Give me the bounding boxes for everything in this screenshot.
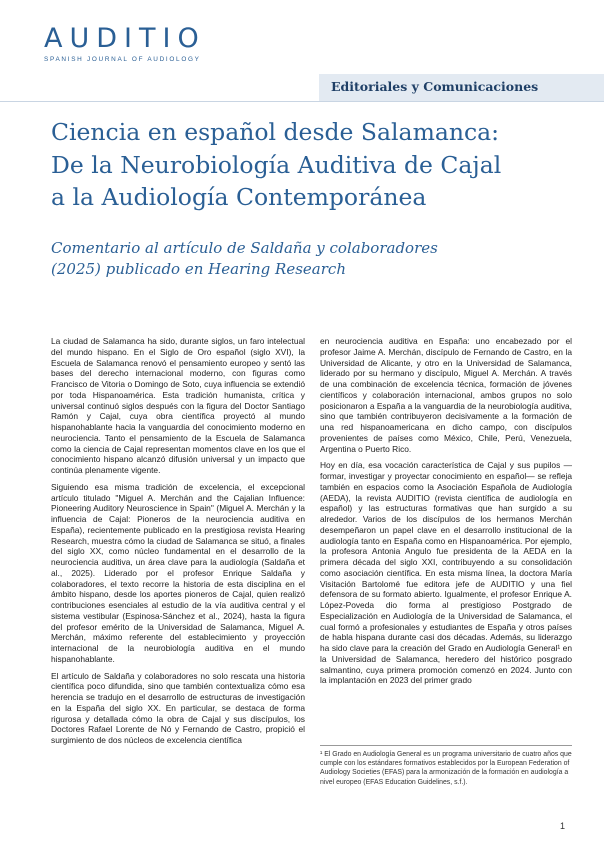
- article-subtitle: [51, 238, 571, 280]
- footnote-divider: [320, 745, 572, 746]
- body-column-left: [51, 336, 305, 752]
- paragraph: Hoy en día, esa vocación característica de Cajal y sus pupilos —formar, investigar y proyectar conocimiento en español— se refleja también en espacios como la Asociación Española de Audiología (AEDA), la revista AUDITIO (revista científica de audiología en español) y las estructuras formativas que han surgido a su alrededor. Varios de los discípulos de los hermanos Merchán desempeñaron un papel clave en el desarrollo institucional de la audiología tanto en España como en Hispanoamérica. Por ejemplo, la profesora Antonia Angulo fue presidenta de la AEDA en la primera década del siglo XXI, contribuyendo a su consolidación como asociación científica. En esta misma línea, la doctora María Visitación Bartolomé fue editora jefe de AUDITIO y una fiel defensora de su formato abierto. Igualmente, el profesor Enrique A. López-Poveda dio forma al prestigioso Postgrado de Especialización en Audiología de la Universidad de Salamanca, el cual formó a profesionales y estudiantes de España y otros países de habla hispana durante casi dos décadas. Además, su liderazgo ha sido clave para la creación del Grado en Audiología General¹ en la Universidad de Salamanca, heredero del histórico posgrado salmantino, cuya primera promoción comenzó en 2024. Junto con la implantación en 2023 del primer grado: [320, 460, 572, 686]
- body-column-right: [320, 336, 572, 692]
- logo-subtitle: SPANISH JOURNAL OF AUDIOLOGY: [44, 56, 201, 63]
- title-line-2: De la Neurobiología Auditiva de Cajal: [51, 150, 502, 179]
- logo-text: AUDITIO: [44, 23, 206, 54]
- title-line-3: a la Audiología Contemporánea: [51, 183, 427, 211]
- subtitle-line-1: Comentario al artículo de Saldaña y colaboradores: [51, 239, 438, 257]
- journal-logo: [44, 25, 206, 63]
- section-label: Editoriales y Comunicaciones: [331, 79, 539, 94]
- section-banner: [319, 74, 604, 101]
- logo-wordmark: [44, 25, 206, 53]
- page-number: 1: [560, 821, 566, 831]
- article-title: [51, 116, 581, 214]
- footnote: ¹ El Grado en Audiología General es un programa universitario de cuatro años que cumple con los estándares formativos establecidos por la European Federation of Audiology Societies (EFAS) para la armonización de la formación en audiología a nivel europeo (EFAS Education Guidelines, s.f.).: [320, 751, 572, 786]
- subtitle-line-2: (2025) publicado en Hearing Research: [51, 260, 346, 278]
- title-line-1: Ciencia en español desde Salamanca:: [51, 118, 500, 146]
- paragraph: El artículo de Saldaña y colaboradores no solo rescata una historia científica poco difundida, sino que también contextualiza cómo esa herencia se tradujo en el desarrollo de estructuras de investigación en la España del siglo XX. En particular, se destaca de forma rigurosa y detallada cómo la obra de Cajal y sus discípulos, los Doctores Rafael Lorente de Nó y Fernando de Castro, propició el surgimiento de dos núcleos de excelencia científica: [51, 670, 305, 745]
- paragraph: Siguiendo esa misma tradición de excelencia, el excepcional artículo titulado "Miguel A. Merchán and the Cajalian Influence: Pioneering Auditory Neuroscience in Spain" (Miguel A. Merchán y la influencia de Cajal: Pioneros de la neurociencia auditiva en España), recientemente publicado en la prestigiosa revista Hearing Research, muestra cómo la ciudad de Salamanca se situó, a finales del siglo XX, como núcleo fundamental en el desarrollo de la neurociencia auditiva, un área clave para la audiología (Saldaña et al., 2025). Liderado por el profesor Enrique Saldaña y colaboradores, el texto recorre la historia de esta disciplina en el ámbito hispano, desde los aportes pioneros de Cajal, quien realizó contribuciones esenciales al estudio de la vía auditiva central y el sistema vestibular (Espinosa-Sánchez et al., 2024), hasta la figura del profesor emérito de la Universidad de Salamanca, Miguel A. Merchán, máximo referente del establecimiento y proyección internacional de la neurobiología auditiva en el mundo hispanohablante.: [51, 481, 305, 664]
- header-divider: [0, 101, 604, 102]
- paragraph: en neurociencia auditiva en España: uno encabezado por el profesor Jaime A. Merchán, discípulo de Fernando de Castro, en la Universidad de Alicante, y otro en la Universidad de Salamanca, liderado por su hermano y discípulo, Miguel A. Merchán. A través de una combinación de excelencia técnica, formación de jóvenes científicos y colaboración internacional, ambos grupos no solo posicionaron a España a la vanguardia de la neurobiología auditiva, sino que también contribuyeron decisivamente a la formación de una red hispanoamericana en dicho campo, con discípulos provenientes de países como México, Chile, Perú, Venezuela, Argentina o Puerto Rico.: [320, 336, 572, 454]
- paragraph: La ciudad de Salamanca ha sido, durante siglos, un faro intelectual del mundo hispano. En el Siglo de Oro español (siglo XVI), la Escuela de Salamanca renovó el pensamiento europeo y sentó las bases del derecho internacional moderno, con figuras como Francisco de Vitoria o Domingo de Soto, cuya influencia se extendió por toda Hispanoamérica. Esta tradición humanista, crítica y universal continuó siglos después con la figura del Doctor Santiago Ramón y Cajal, cuya obra científica proyectó al mundo hispanohablante hacia la vanguardia del conocimiento moderno en neurociencia. Tanto el pensamiento de la Escuela de Salamanca como la ciencia de Cajal representan momentos clave en los que el conocimiento hispano alcanzó difusión universal y un impacto que continúa plenamente vigente.: [51, 336, 305, 475]
